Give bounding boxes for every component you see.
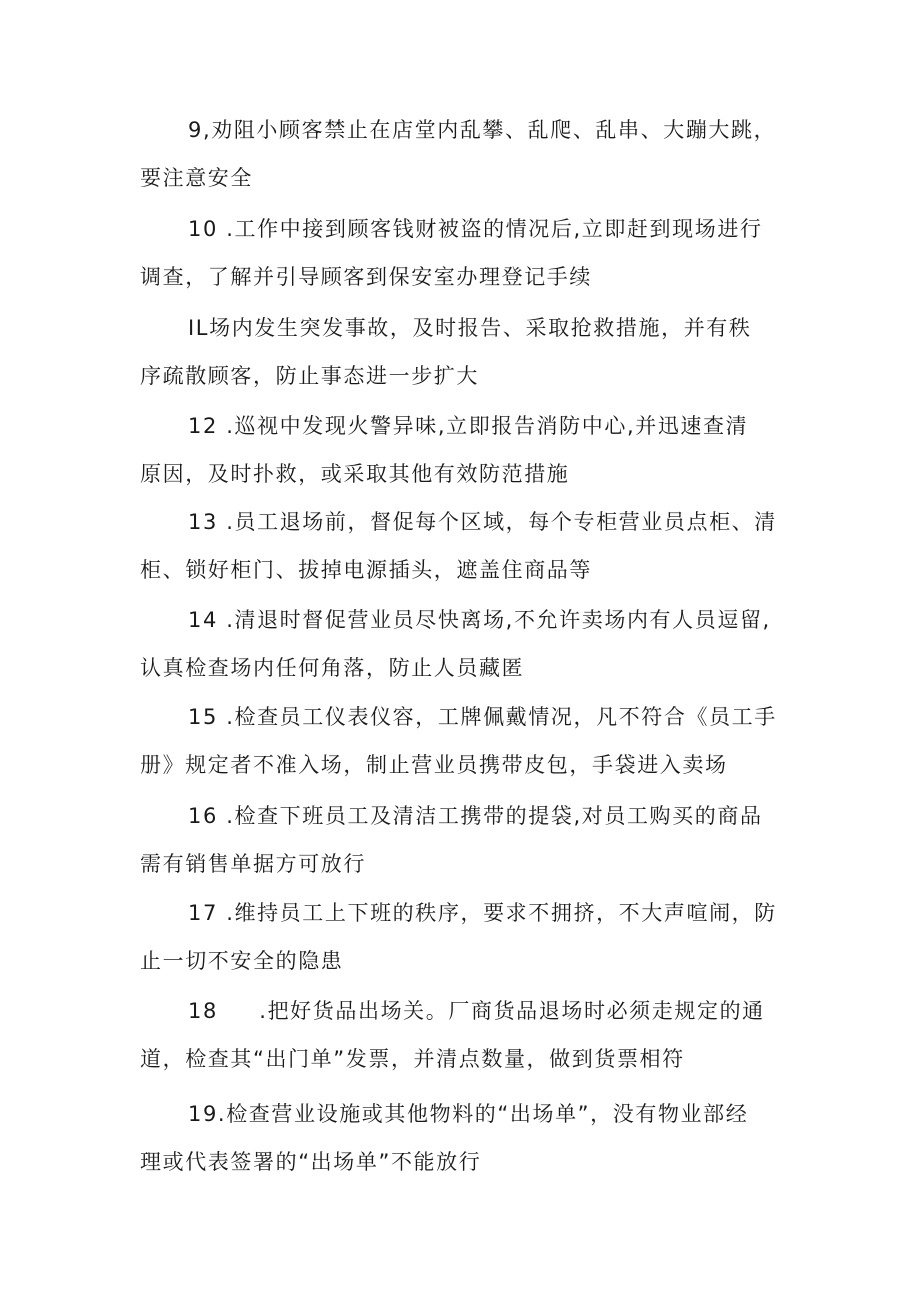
paragraph-line: 止一切不安全的隐患: [140, 949, 344, 973]
paragraph-line: 14 .清退时督促营业员尽快离场,不允许卖场内有人员逗留,: [188, 608, 771, 632]
paragraph-line: 原因，及时扑救，或采取其他有效防范措施: [140, 462, 570, 486]
paragraph-line: 道，检查其“出门单”发票，并清点数量，做到货票相符: [140, 1047, 685, 1071]
paragraph-line: 16 .检查下班员工及清洁工携带的提袋,对员工购买的商品: [188, 804, 763, 828]
paragraph-item-11: [140, 304, 790, 400]
paragraph-line: 需有销售单据方可放行: [140, 852, 366, 876]
paragraph-item-15: [140, 693, 790, 789]
paragraph-line: 9,劝阻小顾客禁止在店堂内乱攀、乱爬、乱串、大蹦大跳，: [188, 118, 777, 142]
paragraph-line: 认真检查场内任何角落，防止人员藏匿: [140, 656, 525, 680]
paragraph-line: IL场内发生突发事故，及时报告、采取抢救措施，并有秩: [188, 316, 752, 340]
paragraph-item-13: [140, 498, 790, 594]
paragraph-line: 17 .维持员工上下班的秩序，要求不拥挤，不大声喧闹，防: [188, 901, 777, 925]
paragraph-item-18: [140, 987, 790, 1083]
paragraph-item-17: [140, 889, 790, 985]
paragraph-item-12: [140, 402, 790, 498]
paragraph-line: 柜、锁好柜门、拔掉电源插头，遮盖住商品等: [140, 558, 592, 582]
paragraph-line: 调查，了解并引导顾客到保安室办理登记手续: [140, 265, 592, 289]
paragraph-item-9: [140, 106, 790, 202]
paragraph-line: 册》规定者不准入场，制止营业员携带皮包，手袋进入卖场: [140, 753, 728, 777]
paragraph-line: 序疏散顾客，防止事态进一步扩大: [140, 364, 479, 388]
paragraph-line: 19.检查营业设施或其他物料的“出场单”，没有物业部经: [188, 1102, 749, 1126]
paragraph-line: 15 .检查员工仪表仪容，工牌佩戴情况，凡不符合《员工手: [188, 705, 777, 729]
paragraph-item-16: [140, 792, 790, 888]
paragraph-item-10: [140, 205, 790, 301]
paragraph-line: 12 .巡视中发现火警异味,立即报告消防中心,并迅速查清: [188, 414, 749, 438]
paragraph-line: 10 .工作中接到顾客钱财被盗的情况后,立即赶到现场进行: [188, 217, 763, 241]
paragraph-line: 13 .员工退场前，督促每个区域，每个专柜营业员点柜、清: [188, 510, 777, 534]
paragraph-line: 要注意安全: [140, 166, 253, 190]
paragraph-line: 18 .把好货品出场关。厂商货品退场时必须走规定的通: [188, 999, 765, 1023]
paragraph-line: 理或代表签署的“出场单”不能放行: [140, 1150, 482, 1174]
paragraph-item-19: [140, 1090, 790, 1186]
paragraph-item-14: [140, 596, 790, 692]
